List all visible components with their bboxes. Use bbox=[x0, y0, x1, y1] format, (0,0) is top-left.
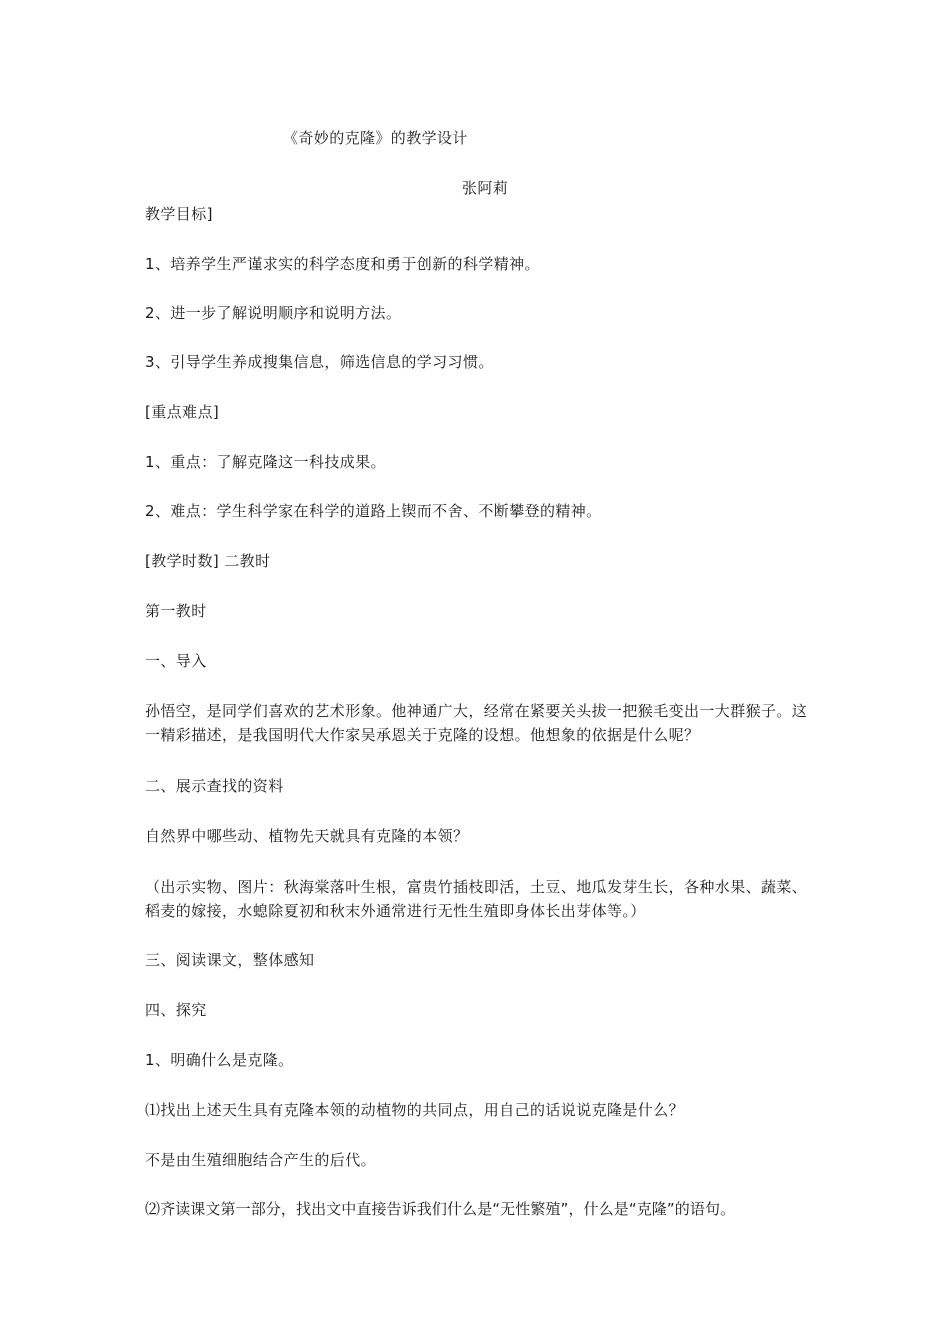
explore-answer-1: 不是由生殖细胞结合产生的后代。 bbox=[145, 1151, 377, 1169]
step-4-explore: 四、探究 bbox=[145, 1001, 207, 1019]
step-3-reading: 三、阅读课文，整体感知 bbox=[145, 951, 315, 969]
teaching-hours: [教学时数] 二教时 bbox=[145, 552, 271, 570]
step-1-intro: 一、导入 bbox=[145, 652, 207, 670]
explore-subitem-1: ⑴找出上述天生具有克隆本领的动植物的共同点，用自己的话说说克隆是什么？ bbox=[145, 1101, 685, 1119]
materials-paragraph: （出示实物、图片：秋海棠落叶生根，富贵竹插枝即活，土豆、地瓜发芽生长，各种水果、蔬菜、稻麦的嫁接，水螅除夏初和秋末外通常进行无性生殖即身体长出芽体等。） bbox=[145, 878, 808, 920]
materials-question: 自然界中哪些动、植物先天就具有克隆的本领？ bbox=[145, 827, 469, 845]
step-2-materials: 二、展示查找的资料 bbox=[145, 777, 284, 795]
explore-subitem-2: ⑵齐读课文第一部分，找出文中直接告诉我们什么是“无性繁殖”，什么是“克隆”的语句。 bbox=[145, 1200, 736, 1218]
key-point-2: 2、难点：学生科学家在科学的道路上锲而不舍、不断攀登的精神。 bbox=[145, 502, 602, 520]
document-title: 《奇妙的克隆》的教学设计 bbox=[283, 129, 468, 147]
intro-paragraph: 孙悟空，是同学们喜欢的艺术形象。他神通广大，经常在紧要关头拔一把猴毛变出一大群猴子。这一精彩描述，是我国明代大作家吴承恩关于克隆的设想。他想象的依据是什么呢？ bbox=[145, 702, 808, 744]
section-heading-key-points: [重点难点] bbox=[145, 403, 220, 421]
key-point-1: 1、重点：了解克隆这一科技成果。 bbox=[145, 453, 386, 471]
first-lesson-heading: 第一教时 bbox=[145, 602, 207, 620]
objective-1: 1、培养学生严谨求实的科学态度和勇于创新的科学精神。 bbox=[145, 255, 540, 273]
objective-3: 3、引导学生养成搜集信息，筛选信息的学习习惯。 bbox=[145, 353, 494, 371]
objective-2: 2、进一步了解说明顺序和说明方法。 bbox=[145, 304, 402, 322]
section-heading-objectives: 教学目标] bbox=[145, 205, 213, 223]
explore-item-1: 1、明确什么是克隆。 bbox=[145, 1051, 294, 1069]
document-author: 张阿莉 bbox=[462, 179, 509, 197]
